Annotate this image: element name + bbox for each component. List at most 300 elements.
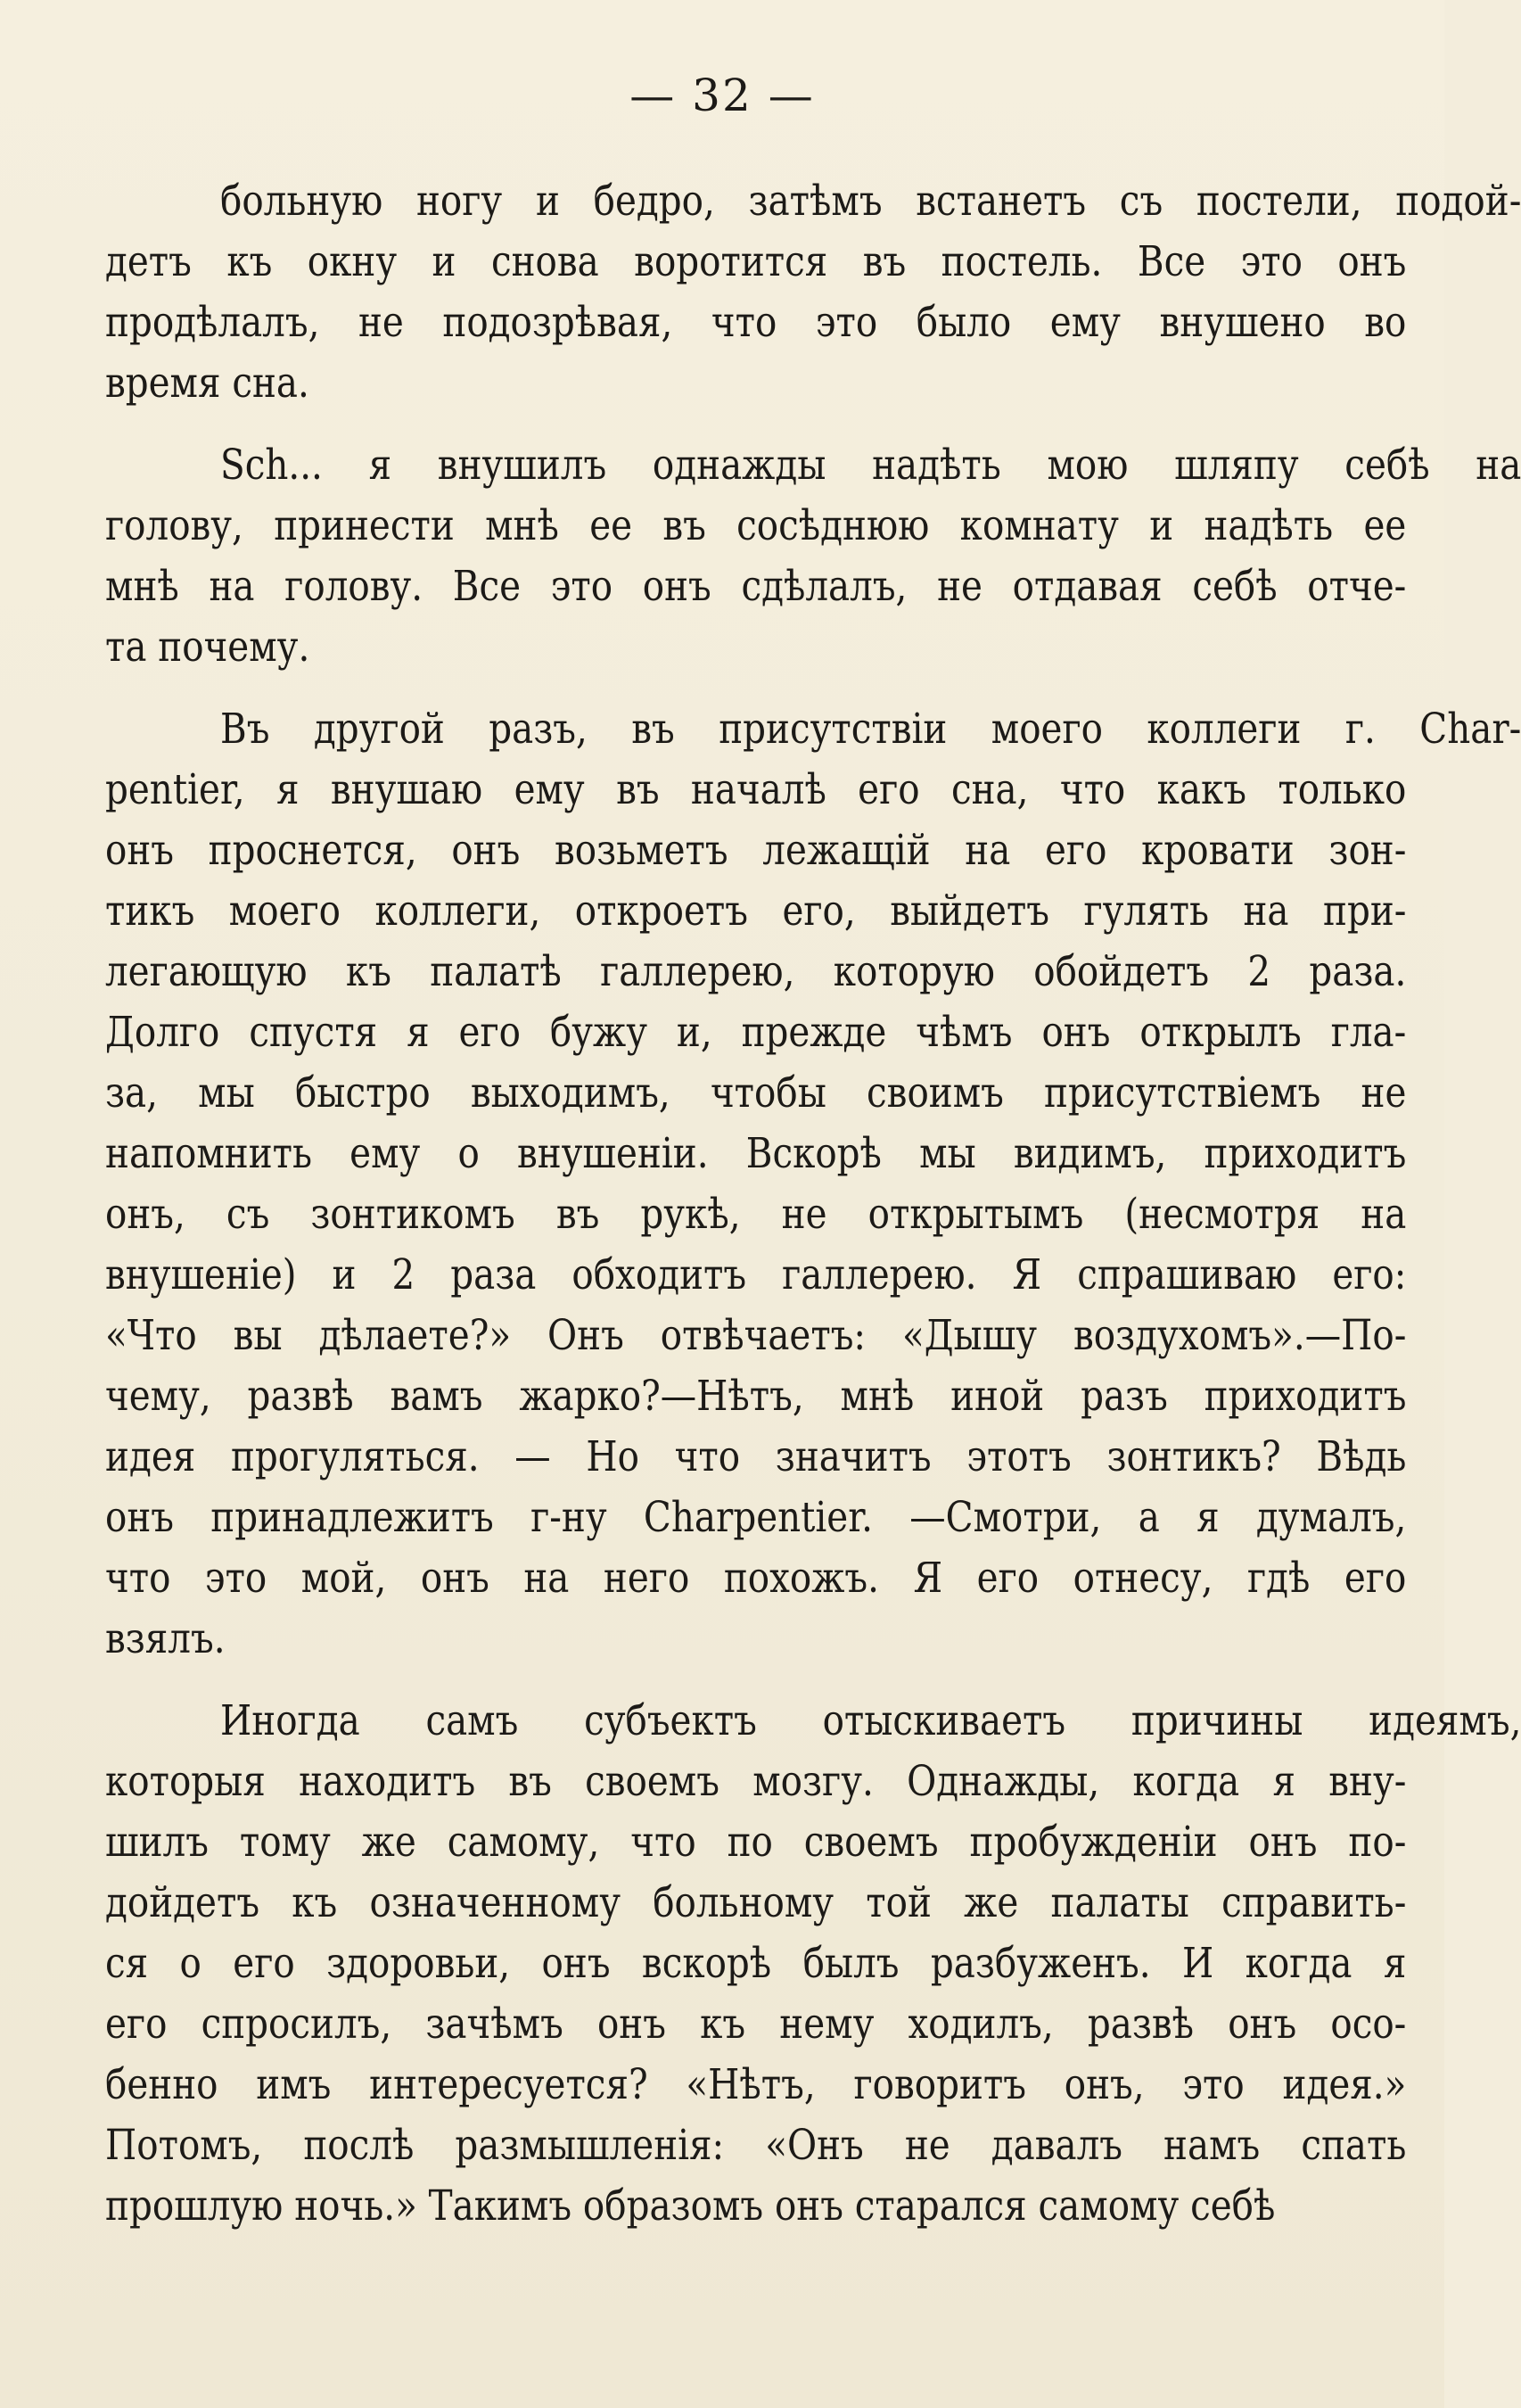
word: возьметъ <box>555 826 728 875</box>
word: развѣ <box>1087 2000 1195 2049</box>
word: идеямъ, <box>1369 1696 1521 1745</box>
text-line <box>105 699 1521 760</box>
word: по- <box>1348 1818 1407 1867</box>
word: онъ <box>105 826 174 875</box>
word: его <box>233 1939 295 1988</box>
word: спустя <box>249 1008 378 1057</box>
text-line <box>105 760 1406 821</box>
word: моего <box>228 887 341 936</box>
word: ему <box>514 765 585 814</box>
word: Я <box>913 1554 943 1603</box>
word: продѣлалъ, <box>105 298 320 347</box>
word: внушеніе) <box>105 1250 297 1299</box>
word: ся <box>105 1939 149 1988</box>
word: его <box>1044 826 1107 875</box>
text-line <box>105 1366 1406 1427</box>
word: Sch... <box>220 441 323 490</box>
word: которыя <box>105 1757 266 1806</box>
text-line <box>105 1306 1406 1366</box>
text-line <box>105 1002 1406 1063</box>
word: г-ну <box>530 1493 607 1542</box>
word: приходитъ <box>1204 1372 1407 1421</box>
word: разбуженъ. <box>930 1939 1151 1988</box>
text-line: время сна. <box>105 359 309 408</box>
word: имъ <box>256 2060 332 2109</box>
word: на <box>1476 441 1521 490</box>
word: Вѣдь <box>1316 1432 1407 1481</box>
word: открылъ <box>1139 1008 1302 1057</box>
text-line <box>105 1752 1406 1812</box>
word: коллеги <box>1147 705 1302 754</box>
word: чѣмъ <box>916 1008 1013 1057</box>
text-line <box>105 2115 1406 2176</box>
word: а <box>1138 1493 1160 1542</box>
text-line <box>105 1245 1406 1306</box>
word: 2 <box>1247 947 1271 996</box>
word: внушаю <box>330 765 483 814</box>
word: въ <box>616 765 660 814</box>
word: раза <box>450 1250 537 1299</box>
word: намъ <box>1163 2121 1261 2170</box>
word: своимъ <box>867 1068 1004 1117</box>
word: внушилъ <box>437 441 607 490</box>
word: самому, <box>447 1818 600 1867</box>
word: говоритъ <box>853 2060 1026 2109</box>
word: иной <box>950 1372 1045 1421</box>
word: онъ <box>420 1554 489 1603</box>
word: находитъ <box>299 1757 476 1806</box>
word: его <box>858 765 920 814</box>
text-line <box>105 881 1406 942</box>
word: бужу <box>549 1008 647 1057</box>
word: ему <box>1049 298 1121 347</box>
word: значитъ <box>775 1432 932 1481</box>
word: по <box>727 1818 773 1867</box>
text-line <box>105 1488 1406 1548</box>
word: къ <box>345 947 391 996</box>
body-text <box>105 171 1521 2258</box>
word: его, <box>782 887 856 936</box>
word: его: <box>1332 1250 1407 1299</box>
word: надѣть <box>872 441 1001 490</box>
word: Однажды, <box>907 1757 1100 1806</box>
word: тому <box>239 1818 331 1867</box>
word: давалъ <box>991 2121 1122 2170</box>
word: постели, <box>1196 177 1362 226</box>
word: онъ <box>541 1939 611 1988</box>
word: на <box>1243 887 1289 936</box>
word: мой, <box>300 1554 387 1603</box>
word: отнесу, <box>1073 1554 1213 1603</box>
word: къ <box>700 2000 746 2049</box>
word: онъ <box>451 826 521 875</box>
word: его <box>976 1554 1040 1603</box>
word: здоровьи, <box>326 1939 511 1988</box>
word: откроетъ <box>574 887 748 936</box>
word: въ <box>862 237 907 286</box>
word: справить- <box>1221 1878 1407 1927</box>
text-line <box>105 1427 1406 1488</box>
word: осо- <box>1330 2000 1407 2049</box>
word: той <box>866 1878 932 1927</box>
word: прогуляться. <box>230 1432 480 1481</box>
word: онъ <box>642 562 711 611</box>
word: за, <box>105 1068 159 1117</box>
word: больному <box>653 1878 834 1927</box>
word: Въ <box>220 705 270 754</box>
word: на <box>1361 1190 1407 1239</box>
word: вамъ <box>390 1372 483 1421</box>
word: ее <box>589 501 633 550</box>
word: гдѣ <box>1246 1554 1311 1603</box>
word: его <box>1344 1554 1407 1603</box>
word: «Нѣтъ, <box>686 2060 816 2109</box>
word: присутствіемъ <box>1044 1068 1321 1117</box>
word: зачѣмъ <box>425 2000 563 2049</box>
text-line <box>105 1124 1406 1184</box>
text-line <box>105 1812 1406 1873</box>
word: чему, <box>105 1372 211 1421</box>
word: однажды <box>652 441 826 490</box>
word: встанетъ <box>916 177 1087 226</box>
word: съ <box>226 1190 270 1239</box>
word: разъ <box>1081 1372 1168 1421</box>
word: моего <box>991 705 1103 754</box>
word: Но <box>586 1432 639 1481</box>
word: было <box>916 298 1012 347</box>
word: комнату <box>959 501 1119 550</box>
word: это <box>1182 2060 1245 2109</box>
word: приходитъ <box>1204 1129 1407 1178</box>
word: о <box>179 1939 201 1988</box>
word: окну <box>307 237 398 286</box>
word: спросилъ, <box>201 2000 392 2049</box>
word: ногу <box>415 177 503 226</box>
word: сна, <box>950 765 1029 814</box>
word: въ <box>555 1190 600 1239</box>
word: онъ <box>596 2000 666 2049</box>
word: г. <box>1344 705 1376 754</box>
text-line: взялъ. <box>105 1614 226 1663</box>
word: присутствіи <box>719 705 948 754</box>
text-line <box>105 171 1521 232</box>
word: и <box>432 237 456 286</box>
word: снова <box>490 237 599 286</box>
word: голову, <box>105 501 243 550</box>
word: подой- <box>1395 177 1521 226</box>
word: вы <box>233 1311 283 1360</box>
paragraph <box>105 435 1521 678</box>
word: при- <box>1323 887 1407 936</box>
word: дойдетъ <box>105 1878 260 1927</box>
word: —Смотри, <box>909 1493 1102 1542</box>
word: пробужденіи <box>969 1818 1218 1867</box>
word: (несмотря <box>1124 1190 1320 1239</box>
word: тикъ <box>105 887 195 936</box>
word: раза. <box>1309 947 1407 996</box>
word: надѣть <box>1204 501 1334 550</box>
word: этотъ <box>966 1432 1072 1481</box>
word: внушеніи. <box>516 1129 709 1178</box>
text-line: та почему. <box>105 623 310 672</box>
word: дѣлаете?» <box>318 1311 512 1360</box>
word: же <box>964 1878 1019 1927</box>
text-line <box>105 496 1406 557</box>
word: онъ, <box>1064 2060 1145 2109</box>
word: означенному <box>369 1878 621 1927</box>
word: жарко?—Нѣтъ, <box>519 1372 804 1421</box>
word: шилъ <box>105 1818 209 1867</box>
text-line <box>105 942 1406 1002</box>
word: только <box>1278 765 1407 814</box>
word: идея <box>105 1432 196 1481</box>
word: и <box>332 1250 357 1299</box>
text-line <box>105 232 1406 293</box>
word: зонтикомъ <box>310 1190 515 1239</box>
word: кровати <box>1141 826 1295 875</box>
word: онъ <box>1248 1818 1318 1867</box>
word: быстро <box>294 1068 431 1117</box>
text-line <box>105 2055 1406 2115</box>
word: детъ <box>105 237 192 286</box>
word: постель. <box>941 237 1103 286</box>
word: лежащій <box>762 826 931 875</box>
word: выйдетъ <box>890 887 1049 936</box>
word: что <box>105 1554 171 1603</box>
word: другой <box>313 705 445 754</box>
word: воздухомъ».—По- <box>1073 1311 1407 1360</box>
word: рукѣ, <box>640 1190 741 1239</box>
word: интересуется? <box>369 2060 648 2109</box>
word: мою <box>1047 441 1129 490</box>
word: въ <box>662 501 706 550</box>
word: вскорѣ <box>641 1939 772 1988</box>
word: отвѣчаетъ: <box>660 1311 867 1360</box>
word: къ <box>226 237 273 286</box>
text-line <box>105 1873 1406 1934</box>
word: онъ <box>105 1493 174 1542</box>
word: я <box>1196 1493 1220 1542</box>
word: къ <box>292 1878 338 1927</box>
word: не <box>937 562 982 611</box>
word: началѣ <box>690 765 826 814</box>
word: отче- <box>1307 562 1407 611</box>
word: это <box>550 562 613 611</box>
word: спрашиваю <box>1077 1250 1297 1299</box>
word: гла- <box>1330 1008 1407 1057</box>
text-line <box>105 1063 1406 1124</box>
word: «Онъ <box>765 2121 864 2170</box>
word: не <box>781 1190 827 1239</box>
text-line <box>105 1548 1406 1609</box>
word: прежде <box>741 1008 887 1057</box>
word: онъ <box>1337 237 1407 286</box>
word: проснется, <box>208 826 417 875</box>
word: мнѣ <box>105 562 179 611</box>
word: pentier, <box>105 765 245 814</box>
word: это <box>204 1554 267 1603</box>
word: ходилъ, <box>908 2000 1054 2049</box>
word: вну- <box>1328 1757 1407 1806</box>
word: бенно <box>105 2060 218 2109</box>
word: самъ <box>425 1696 519 1745</box>
word: мозгу. <box>752 1757 874 1806</box>
text-line <box>105 435 1521 496</box>
word: отдавая <box>1012 562 1163 611</box>
word: затѣмъ <box>748 177 883 226</box>
word: ее <box>1363 501 1407 550</box>
word: я <box>407 1008 430 1057</box>
word: что <box>674 1432 741 1481</box>
word: что <box>711 298 777 347</box>
word: я <box>1383 1939 1407 1988</box>
word: съ <box>1119 177 1163 226</box>
word: не <box>904 2121 950 2170</box>
word: галлерею. <box>782 1250 977 1299</box>
word: въ <box>508 1757 552 1806</box>
word: что <box>1059 765 1126 814</box>
word: Charpentier. <box>643 1493 873 1542</box>
word: на <box>965 826 1011 875</box>
word: и <box>1149 501 1174 550</box>
paragraph <box>105 1691 1521 2237</box>
page-number: — 32 — <box>629 70 815 121</box>
word: я <box>276 765 300 814</box>
word: голову. <box>284 562 423 611</box>
word: принадлежитъ <box>210 1493 494 1542</box>
text-line <box>105 1184 1406 1245</box>
text-line <box>105 293 1406 353</box>
word: воротится <box>634 237 828 286</box>
word: и, <box>676 1008 712 1057</box>
word: его <box>458 1008 521 1057</box>
word: о <box>457 1129 480 1178</box>
word: — <box>514 1432 551 1481</box>
word: него <box>603 1554 690 1603</box>
word: своемъ <box>803 1818 939 1867</box>
word: что <box>630 1818 696 1867</box>
word: мы <box>919 1129 976 1178</box>
word: себѣ <box>1192 562 1278 611</box>
word: видимъ, <box>1013 1129 1167 1178</box>
word: спать <box>1301 2121 1407 2170</box>
word: сдѣлалъ, <box>741 562 908 611</box>
word: своемъ <box>585 1757 719 1806</box>
word: Потомъ, <box>105 2121 263 2170</box>
word: нему <box>779 2000 875 2049</box>
word: развѣ <box>247 1372 354 1421</box>
word: 2 <box>391 1250 415 1299</box>
text-line <box>105 1691 1521 1752</box>
word: Все <box>452 562 522 611</box>
word: палатѣ <box>430 947 562 996</box>
word: отыскиваетъ <box>822 1696 1066 1745</box>
word: гулять <box>1083 887 1209 936</box>
word: послѣ <box>303 2121 415 2170</box>
word: чтобы <box>710 1068 826 1117</box>
word: Долго <box>105 1008 220 1057</box>
word: подозрѣвая, <box>442 298 673 347</box>
word: больную <box>220 177 383 226</box>
text-line: прошлую ночь.» Такимъ образомъ онъ старался самому себѣ <box>105 2181 1276 2231</box>
word: на <box>523 1554 570 1603</box>
word: на <box>209 562 255 611</box>
word: его <box>105 2000 168 2049</box>
word: мы <box>198 1068 255 1117</box>
word: себѣ <box>1344 441 1430 490</box>
word: напомнить <box>105 1129 313 1178</box>
word: я <box>1272 1757 1296 1806</box>
word: Все <box>1137 237 1206 286</box>
text-line <box>105 821 1406 881</box>
word: не <box>358 298 404 347</box>
word: коллеги, <box>374 887 541 936</box>
word: думалъ, <box>1255 1493 1407 1542</box>
word: субъектъ <box>584 1696 757 1745</box>
word: когда <box>1245 1939 1352 1988</box>
word: галлерею, <box>600 947 795 996</box>
word: когда <box>1132 1757 1240 1806</box>
word: размышленія: <box>455 2121 725 2170</box>
word: онъ <box>1228 2000 1297 2049</box>
word: и <box>535 177 560 226</box>
word: внушено <box>1159 298 1326 347</box>
word: разъ, <box>489 705 588 754</box>
word: открытымъ <box>867 1190 1084 1239</box>
paragraph <box>105 699 1521 1670</box>
word: это <box>1240 237 1303 286</box>
text-line <box>105 1934 1406 1994</box>
word: причины <box>1130 1696 1303 1745</box>
word: палаты <box>1050 1878 1189 1927</box>
word: сосѣднюю <box>736 501 930 550</box>
text-line <box>105 1994 1406 2055</box>
word: Иногда <box>220 1696 360 1745</box>
word: это <box>815 298 878 347</box>
word: которую <box>833 947 995 996</box>
word: онъ, <box>105 1190 185 1239</box>
word: мнѣ <box>840 1372 915 1421</box>
word: онъ <box>1041 1008 1111 1057</box>
word: Вскорѣ <box>745 1129 882 1178</box>
word: обойдетъ <box>1033 947 1210 996</box>
word: же <box>361 1818 416 1867</box>
word: былъ <box>802 1939 900 1988</box>
word: какъ <box>1156 765 1246 814</box>
word: ему <box>349 1129 421 1178</box>
word: бедро, <box>593 177 715 226</box>
paragraph <box>105 171 1521 414</box>
word: Char- <box>1419 705 1521 754</box>
word: «Дышу <box>901 1311 1038 1360</box>
word: Я <box>1012 1250 1042 1299</box>
word: я <box>368 441 392 490</box>
word: принести <box>274 501 455 550</box>
word: выходимъ, <box>470 1068 670 1117</box>
word: «Что <box>105 1311 197 1360</box>
word: мнѣ <box>485 501 559 550</box>
word: зон- <box>1328 826 1407 875</box>
word: обходитъ <box>571 1250 747 1299</box>
word: похожъ. <box>723 1554 879 1603</box>
word: И <box>1182 1939 1214 1988</box>
word: не <box>1361 1068 1407 1117</box>
word: во <box>1364 298 1407 347</box>
word: зонтикъ? <box>1106 1432 1281 1481</box>
word: легающую <box>105 947 308 996</box>
word: идея.» <box>1282 2060 1407 2109</box>
text-line <box>105 557 1406 617</box>
